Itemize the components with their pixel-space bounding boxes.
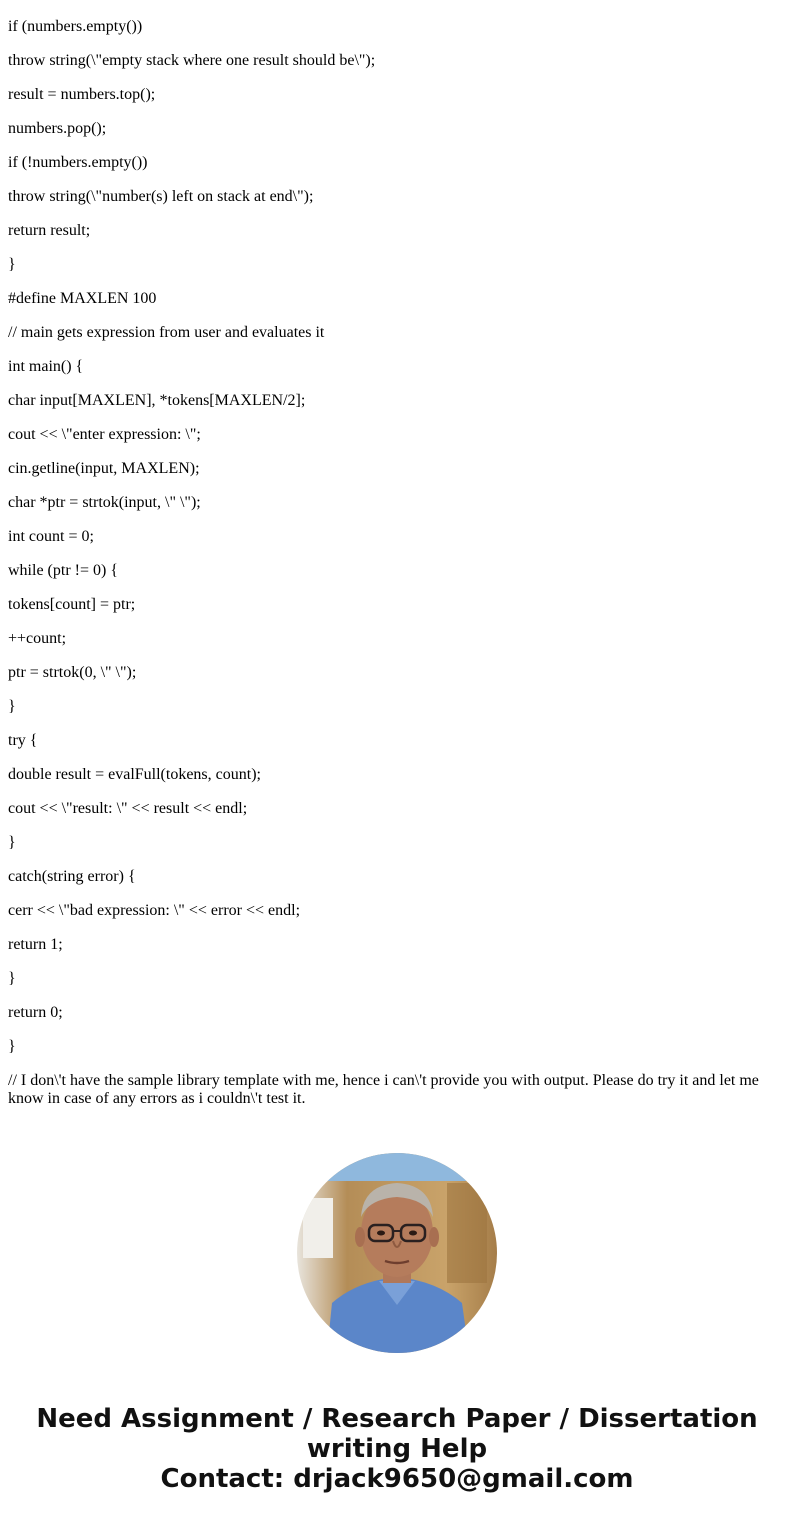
code-line: try {	[8, 732, 38, 749]
code-line: cerr << \"bad expression: \" << error << endl;	[8, 902, 301, 919]
cta-headline-line2: writing Help	[306, 1434, 488, 1464]
code-line: ptr = strtok(0, \" \");	[8, 664, 137, 681]
code-line: return 0;	[8, 1004, 63, 1021]
code-line: catch(string error) {	[8, 868, 136, 885]
code-block	[8, 0, 778, 1056]
code-line: int count = 0;	[8, 528, 94, 545]
code-line: while (ptr != 0) {	[8, 562, 119, 579]
avatar	[297, 1153, 497, 1353]
code-line: if (!numbers.empty())	[8, 154, 148, 171]
code-line: cin.getline(input, MAXLEN);	[8, 460, 200, 477]
code-line: return 1;	[8, 936, 63, 953]
code-line: char *ptr = strtok(input, \" \");	[8, 494, 201, 511]
code-line: int main() {	[8, 358, 84, 375]
answer-content	[8, 0, 778, 1108]
contact-banner	[0, 1404, 794, 1494]
code-line: char input[MAXLEN], *tokens[MAXLEN/2];	[8, 392, 306, 409]
code-line: return result;	[8, 222, 91, 239]
code-line: ++count;	[8, 630, 67, 647]
closing-note: // I don\'t have the sample library template with me, hence i can\'t provide you with output. Please do try it and let me know in case of any errors as i couldn\'t test it.	[8, 1072, 759, 1107]
code-line: if (numbers.empty())	[8, 18, 143, 35]
code-line: }	[8, 1038, 16, 1055]
code-line: throw string(\"empty stack where one result should be\");	[8, 52, 376, 69]
code-line: }	[8, 256, 16, 273]
code-line: }	[8, 834, 16, 851]
code-line: }	[8, 970, 16, 987]
code-line: result = numbers.top();	[8, 86, 156, 103]
code-line: numbers.pop();	[8, 120, 107, 137]
cta-contact-email[interactable]: Contact: drjack9650@gmail.com	[160, 1464, 634, 1494]
author-photo	[297, 1153, 497, 1353]
code-line: }	[8, 698, 16, 715]
code-line: throw string(\"number(s) left on stack at end\");	[8, 188, 314, 205]
code-line: cout << \"result: \" << result << endl;	[8, 800, 248, 817]
cta-headline-line1: Need Assignment / Research Paper / Dissertation	[36, 1404, 758, 1434]
code-line: double result = evalFull(tokens, count);	[8, 766, 261, 783]
code-line: #define MAXLEN 100	[8, 290, 157, 307]
code-line: // main gets expression from user and evaluates it	[8, 324, 325, 341]
code-line: tokens[count] = ptr;	[8, 596, 136, 613]
code-line: cout << \"enter expression: \";	[8, 426, 201, 443]
code-line	[8, 0, 778, 2]
